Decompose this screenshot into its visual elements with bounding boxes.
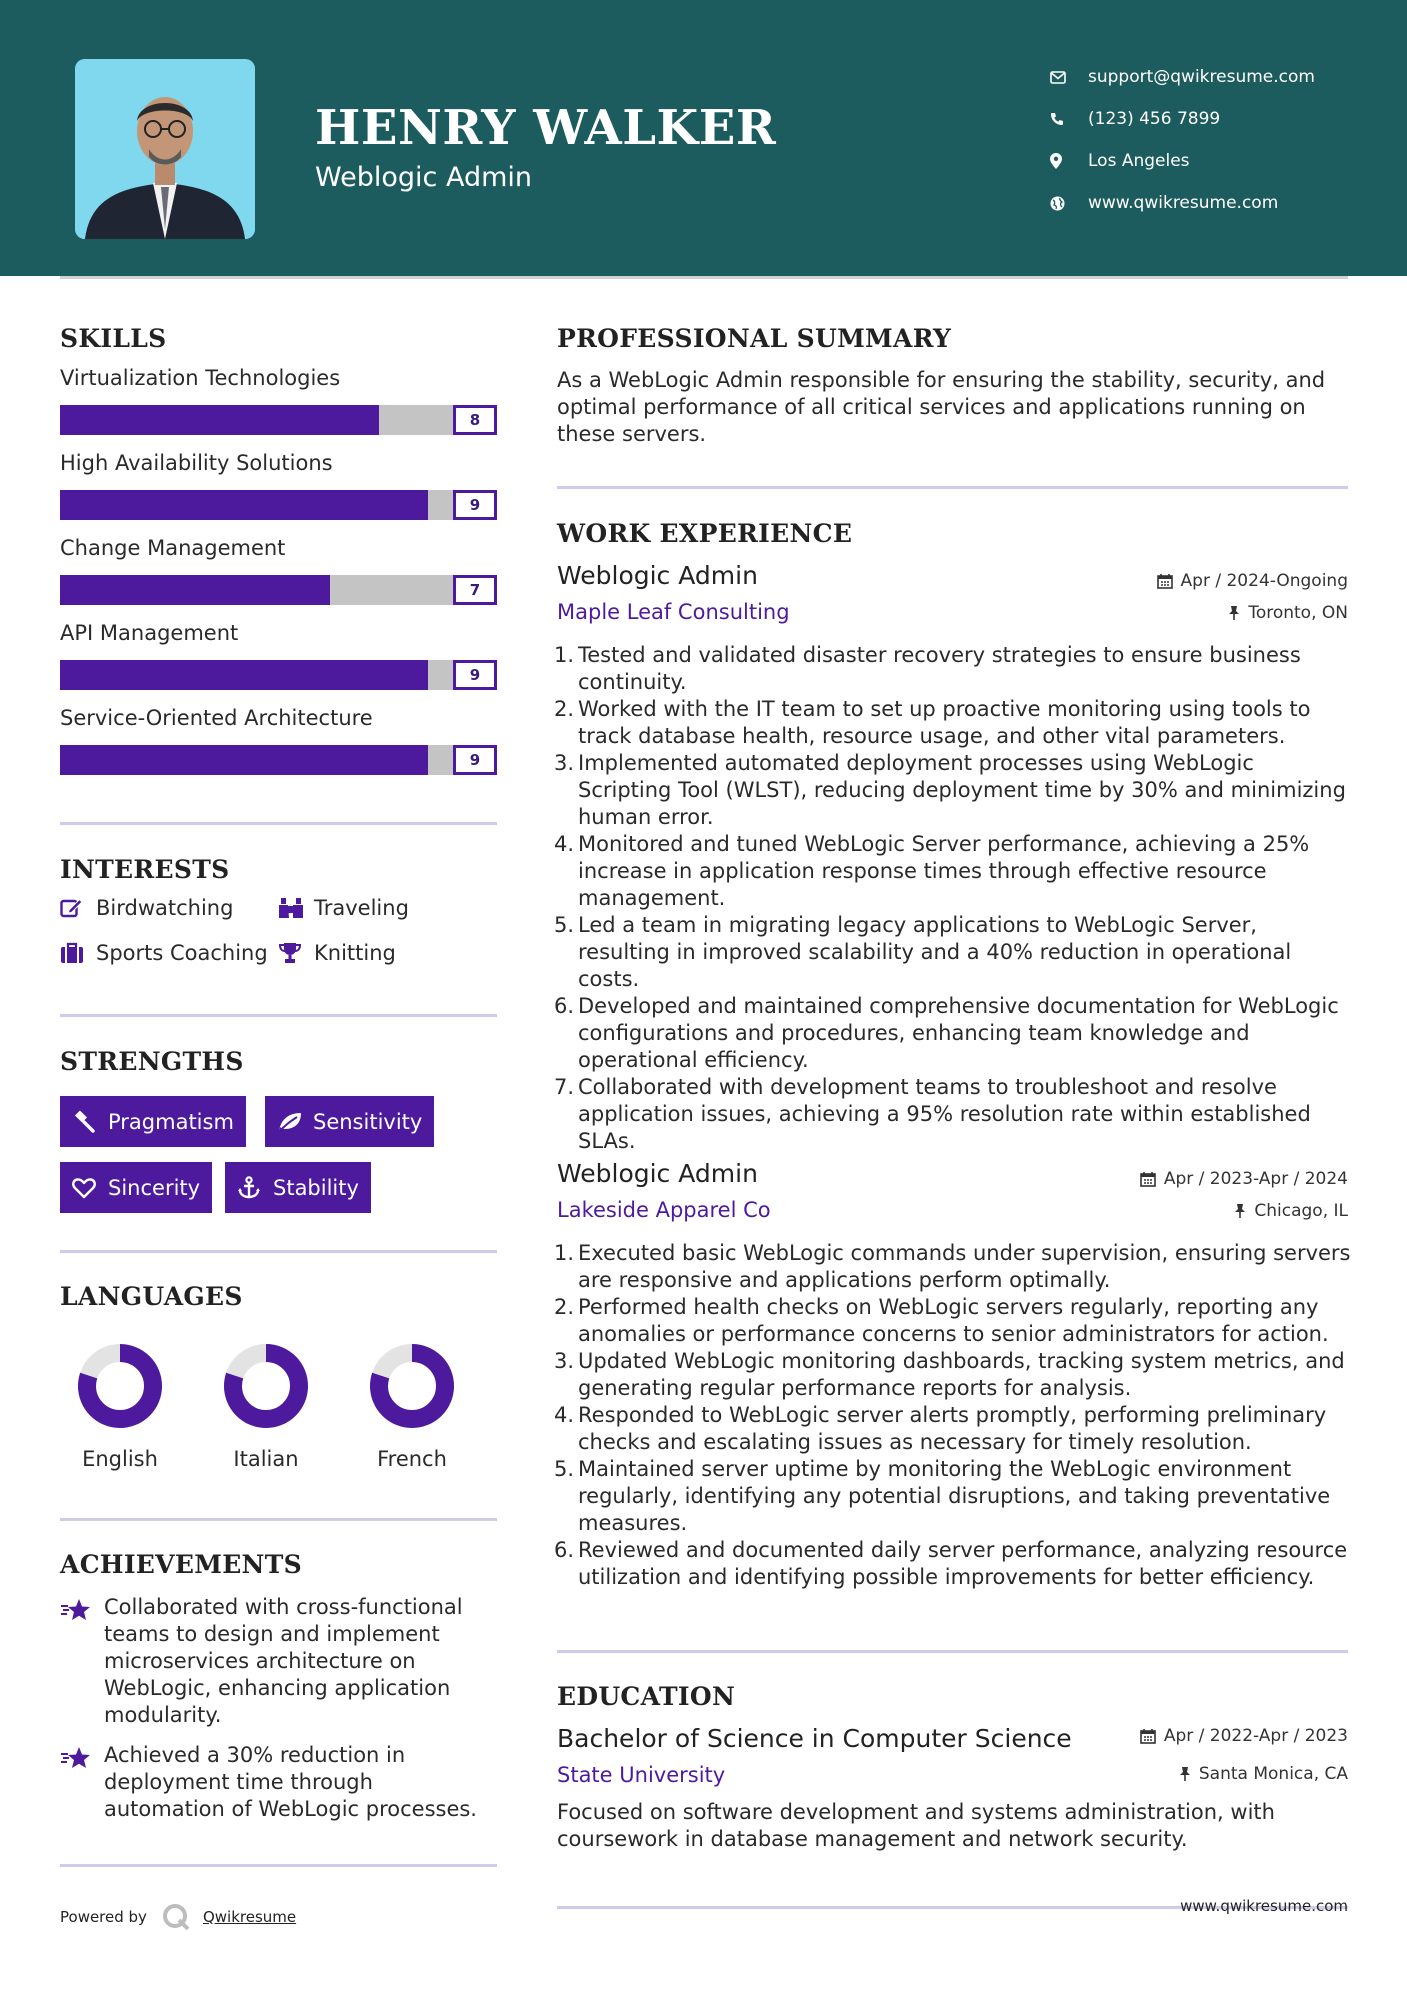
- skill-bar: [60, 490, 497, 520]
- list-item: [552, 1294, 1352, 1348]
- strength-label: Pragmatism: [108, 1109, 234, 1134]
- contact-email[interactable]: [1050, 56, 1315, 98]
- list-item-text: Responded to WebLogic server alerts promptly, performing preliminary checks and escalating issues as necessary for timely resolution.: [578, 1403, 1327, 1454]
- list-item-text: Worked with the IT team to set up proactive monitoring using tools to track database health, resource usage, and other vital parameters.: [578, 697, 1311, 748]
- strength-label: Stability: [273, 1175, 359, 1200]
- binoculars-icon: [278, 897, 314, 919]
- languages-divider: [60, 1518, 497, 1521]
- job-title: Weblogic Admin: [557, 561, 758, 590]
- achievement-item: [60, 1594, 500, 1729]
- heart-icon: [72, 1177, 108, 1199]
- strength-badge: [225, 1162, 371, 1213]
- map-pin-icon: [1050, 153, 1088, 169]
- degree-title: Bachelor of Science in Computer Science: [557, 1724, 1072, 1753]
- achievements-divider: [60, 1864, 497, 1867]
- list-item: [552, 750, 1352, 831]
- summary-heading: PROFESSIONAL SUMMARY: [557, 324, 952, 353]
- job-bullets: [552, 1240, 1352, 1591]
- job-dates-text: Apr / 2024-Ongoing: [1180, 571, 1348, 591]
- achievement-text: Achieved a 30% reduction in deployment time through automation of WebLogic processes.: [104, 1743, 477, 1821]
- job-location: [1234, 1201, 1348, 1221]
- education-dates-text: Apr / 2022-Apr / 2023: [1163, 1726, 1348, 1746]
- list-item: [552, 642, 1352, 696]
- header-banner: [0, 0, 1407, 276]
- job-dates: [1157, 571, 1348, 591]
- skill-name: Service-Oriented Architecture: [60, 706, 373, 730]
- skill-bar-track: [428, 490, 453, 520]
- contact-location-text: Los Angeles: [1088, 151, 1190, 171]
- trophy-icon: [278, 942, 314, 964]
- list-item-text: Developed and maintained comprehensive documentation for WebLogic configurations and procedures, enhancing team knowledge and operational efficiency.: [578, 994, 1339, 1072]
- list-number: 5.: [553, 913, 574, 937]
- interest-label: Birdwatching: [96, 896, 234, 920]
- contact-location: [1050, 140, 1315, 182]
- education-description: Focused on software development and systems administration, with coursework in database management and network security.: [557, 1800, 1275, 1851]
- star-award-icon: [60, 1594, 104, 1729]
- header-divider: [60, 276, 1348, 279]
- languages-heading: LANGUAGES: [60, 1282, 243, 1311]
- job-dates: [1140, 1169, 1348, 1189]
- list-item-text: Maintained server uptime by monitoring the WebLogic environment regularly, identifying any potential disruptions, and taking preventative measures.: [578, 1457, 1331, 1535]
- list-number: 7.: [553, 1075, 574, 1099]
- skill-level-badge: 8: [453, 405, 497, 435]
- list-number: 3.: [553, 1349, 574, 1373]
- phone-icon: [1050, 112, 1088, 126]
- globe-icon: [1050, 196, 1088, 211]
- skills-divider: [60, 822, 497, 825]
- powered-by-label: Powered by: [60, 1908, 147, 1926]
- interest-label: Traveling: [314, 896, 409, 920]
- gavel-icon: [72, 1110, 108, 1134]
- achievement-text: Collaborated with cross-functional teams to design and implement microservices architecture on WebLogic, enhancing application modularity.: [104, 1595, 463, 1727]
- contact-list: [1050, 56, 1315, 224]
- job-bullets: [552, 642, 1352, 1155]
- skill-level-badge: 7: [453, 575, 497, 605]
- list-item: [552, 696, 1352, 750]
- interest-item: [278, 896, 409, 920]
- list-item-text: Implemented automated deployment processes using WebLogic Scripting Tool (WLST), reducing deployment time by 30% and minimizing human error.: [578, 751, 1346, 829]
- job-company: Maple Leaf Consulting: [557, 600, 790, 624]
- list-item: [552, 1348, 1352, 1402]
- skill-bar-track: [428, 660, 453, 690]
- contact-website[interactable]: [1050, 182, 1315, 224]
- list-item: [552, 1074, 1352, 1155]
- footer-website-link[interactable]: www.qwikresume.com: [1180, 1897, 1348, 1915]
- envelope-icon: [1050, 71, 1088, 84]
- strengths-divider: [60, 1250, 497, 1253]
- list-number: 1.: [553, 1241, 574, 1265]
- skill-level-badge: 9: [453, 490, 497, 520]
- skill-bar-fill: [60, 490, 428, 520]
- skill-name: High Availability Solutions: [60, 451, 333, 475]
- list-number: 4.: [553, 1403, 574, 1427]
- list-item-text: Updated WebLogic monitoring dashboards, tracking system metrics, and generating regular performance reports for analysis.: [578, 1349, 1345, 1400]
- briefcase-icon: [60, 942, 96, 964]
- skill-bar-track: [330, 575, 453, 605]
- list-number: 5.: [553, 1457, 574, 1481]
- education-location: [1179, 1764, 1348, 1784]
- strength-badge: [60, 1096, 246, 1147]
- list-item: [552, 1402, 1352, 1456]
- job-location-text: Chicago, IL: [1254, 1201, 1348, 1221]
- strengths-heading: STRENGTHS: [60, 1047, 244, 1076]
- education-location-text: Santa Monica, CA: [1198, 1764, 1348, 1784]
- skill-name: Virtualization Technologies: [60, 366, 341, 390]
- achievements-heading: ACHIEVEMENTS: [60, 1550, 302, 1579]
- skill-bar-fill: [60, 405, 379, 435]
- language-name: Italian: [233, 1447, 299, 1471]
- list-item-text: Tested and validated disaster recovery strategies to ensure business continuity.: [578, 643, 1301, 694]
- interest-label: Sports Coaching: [96, 941, 268, 965]
- experience-heading: WORK EXPERIENCE: [557, 519, 853, 548]
- list-number: 6.: [553, 994, 574, 1018]
- skill-name: API Management: [60, 621, 239, 645]
- list-number: 4.: [553, 832, 574, 856]
- list-item-text: Led a team in migrating legacy applications to WebLogic Server, resulting in improved scalability and a 40% reduction in operational costs.: [578, 913, 1292, 991]
- pushpin-icon: [1234, 1203, 1246, 1219]
- language-ring: [369, 1343, 455, 1429]
- interest-item: [278, 941, 396, 965]
- list-item: [552, 1240, 1352, 1294]
- list-item: [552, 831, 1352, 912]
- contact-phone[interactable]: [1050, 98, 1315, 140]
- skill-level-badge: 9: [453, 660, 497, 690]
- strength-badge: [60, 1162, 212, 1213]
- skill-bar-fill: [60, 660, 428, 690]
- language-ring: [77, 1343, 163, 1429]
- anchor-icon: [237, 1176, 273, 1200]
- interest-label: Knitting: [314, 941, 396, 965]
- job-dates-text: Apr / 2023-Apr / 2024: [1163, 1169, 1348, 1189]
- list-item-text: Reviewed and documented daily server performance, analyzing resource utilization and identifying possible improvements for better efficiency.: [578, 1538, 1348, 1589]
- list-item-text: Executed basic WebLogic commands under supervision, ensuring servers are responsive and applications perform optimally.: [578, 1241, 1351, 1292]
- list-item-text: Collaborated with development teams to troubleshoot and resolve application issues, achieving a 95% resolution rate within established SLAs.: [578, 1075, 1311, 1153]
- skill-bar: [60, 745, 497, 775]
- leaf-icon: [277, 1111, 313, 1133]
- calendar-icon: [1140, 1171, 1156, 1187]
- list-number: 3.: [553, 751, 574, 775]
- pencil-square-icon: [60, 897, 96, 919]
- summary-text: As a WebLogic Admin responsible for ensuring the stability, security, and optimal performance of all critical services and applications running on these servers.: [557, 368, 1326, 446]
- skill-bar-fill: [60, 575, 330, 605]
- strength-label: Sensitivity: [313, 1109, 423, 1134]
- interest-item: [60, 941, 268, 965]
- achievement-item: [60, 1742, 500, 1823]
- qwikresume-logo-icon: [161, 1902, 191, 1932]
- contact-email-text: support@qwikresume.com: [1088, 67, 1315, 87]
- star-award-icon: [60, 1742, 104, 1823]
- job-title: Weblogic Admin: [557, 1159, 758, 1188]
- pushpin-icon: [1228, 605, 1240, 621]
- candidate-name: HENRY WALKER: [315, 100, 777, 156]
- job-company: Lakeside Apparel Co: [557, 1198, 771, 1222]
- language-ring: [223, 1343, 309, 1429]
- skill-bar-fill: [60, 745, 428, 775]
- skill-bar-track: [379, 405, 453, 435]
- education-dates: [1140, 1726, 1348, 1746]
- pushpin-icon: [1179, 1766, 1191, 1782]
- profile-photo: [75, 59, 255, 239]
- language-name: English: [82, 1447, 158, 1471]
- list-item: [552, 1456, 1352, 1537]
- list-number: 1.: [553, 643, 574, 667]
- list-item-text: Performed health checks on WebLogic servers regularly, reporting any anomalies or performance concerns to senior administrators for action.: [578, 1295, 1329, 1346]
- experience-divider: [557, 1650, 1348, 1653]
- list-number: 2.: [553, 697, 574, 721]
- skill-name: Change Management: [60, 536, 286, 560]
- strength-badge: [265, 1096, 434, 1147]
- skill-bar-track: [428, 745, 453, 775]
- powered-by: [60, 1902, 296, 1932]
- list-number: 6.: [553, 1538, 574, 1562]
- calendar-icon: [1157, 573, 1173, 589]
- contact-website-text: www.qwikresume.com: [1088, 193, 1279, 213]
- skill-bar: [60, 660, 497, 690]
- list-item: [552, 1537, 1352, 1591]
- qwikresume-link[interactable]: Qwikresume: [202, 1908, 297, 1926]
- skill-level-badge: 9: [453, 745, 497, 775]
- education-heading: EDUCATION: [557, 1682, 736, 1711]
- job-location-text: Toronto, ON: [1248, 603, 1348, 623]
- calendar-icon: [1140, 1728, 1156, 1744]
- skill-bar: [60, 405, 497, 435]
- language-name: French: [377, 1447, 447, 1471]
- school-name: State University: [557, 1763, 726, 1787]
- contact-phone-text: (123) 456 7899: [1088, 109, 1221, 129]
- list-item-text: Monitored and tuned WebLogic Server performance, achieving a 25% increase in application response times through effective resource management.: [578, 832, 1310, 910]
- skill-bar: [60, 575, 497, 605]
- interests-divider: [60, 1014, 497, 1017]
- list-number: 2.: [553, 1295, 574, 1319]
- list-item: [552, 912, 1352, 993]
- job-location: [1228, 603, 1348, 623]
- strength-label: Sincerity: [108, 1175, 201, 1200]
- candidate-title: Weblogic Admin: [315, 162, 533, 193]
- skills-heading: SKILLS: [60, 324, 167, 353]
- summary-divider: [557, 486, 1348, 489]
- list-item: [552, 993, 1352, 1074]
- interest-item: [60, 896, 233, 920]
- interests-heading: INTERESTS: [60, 855, 230, 884]
